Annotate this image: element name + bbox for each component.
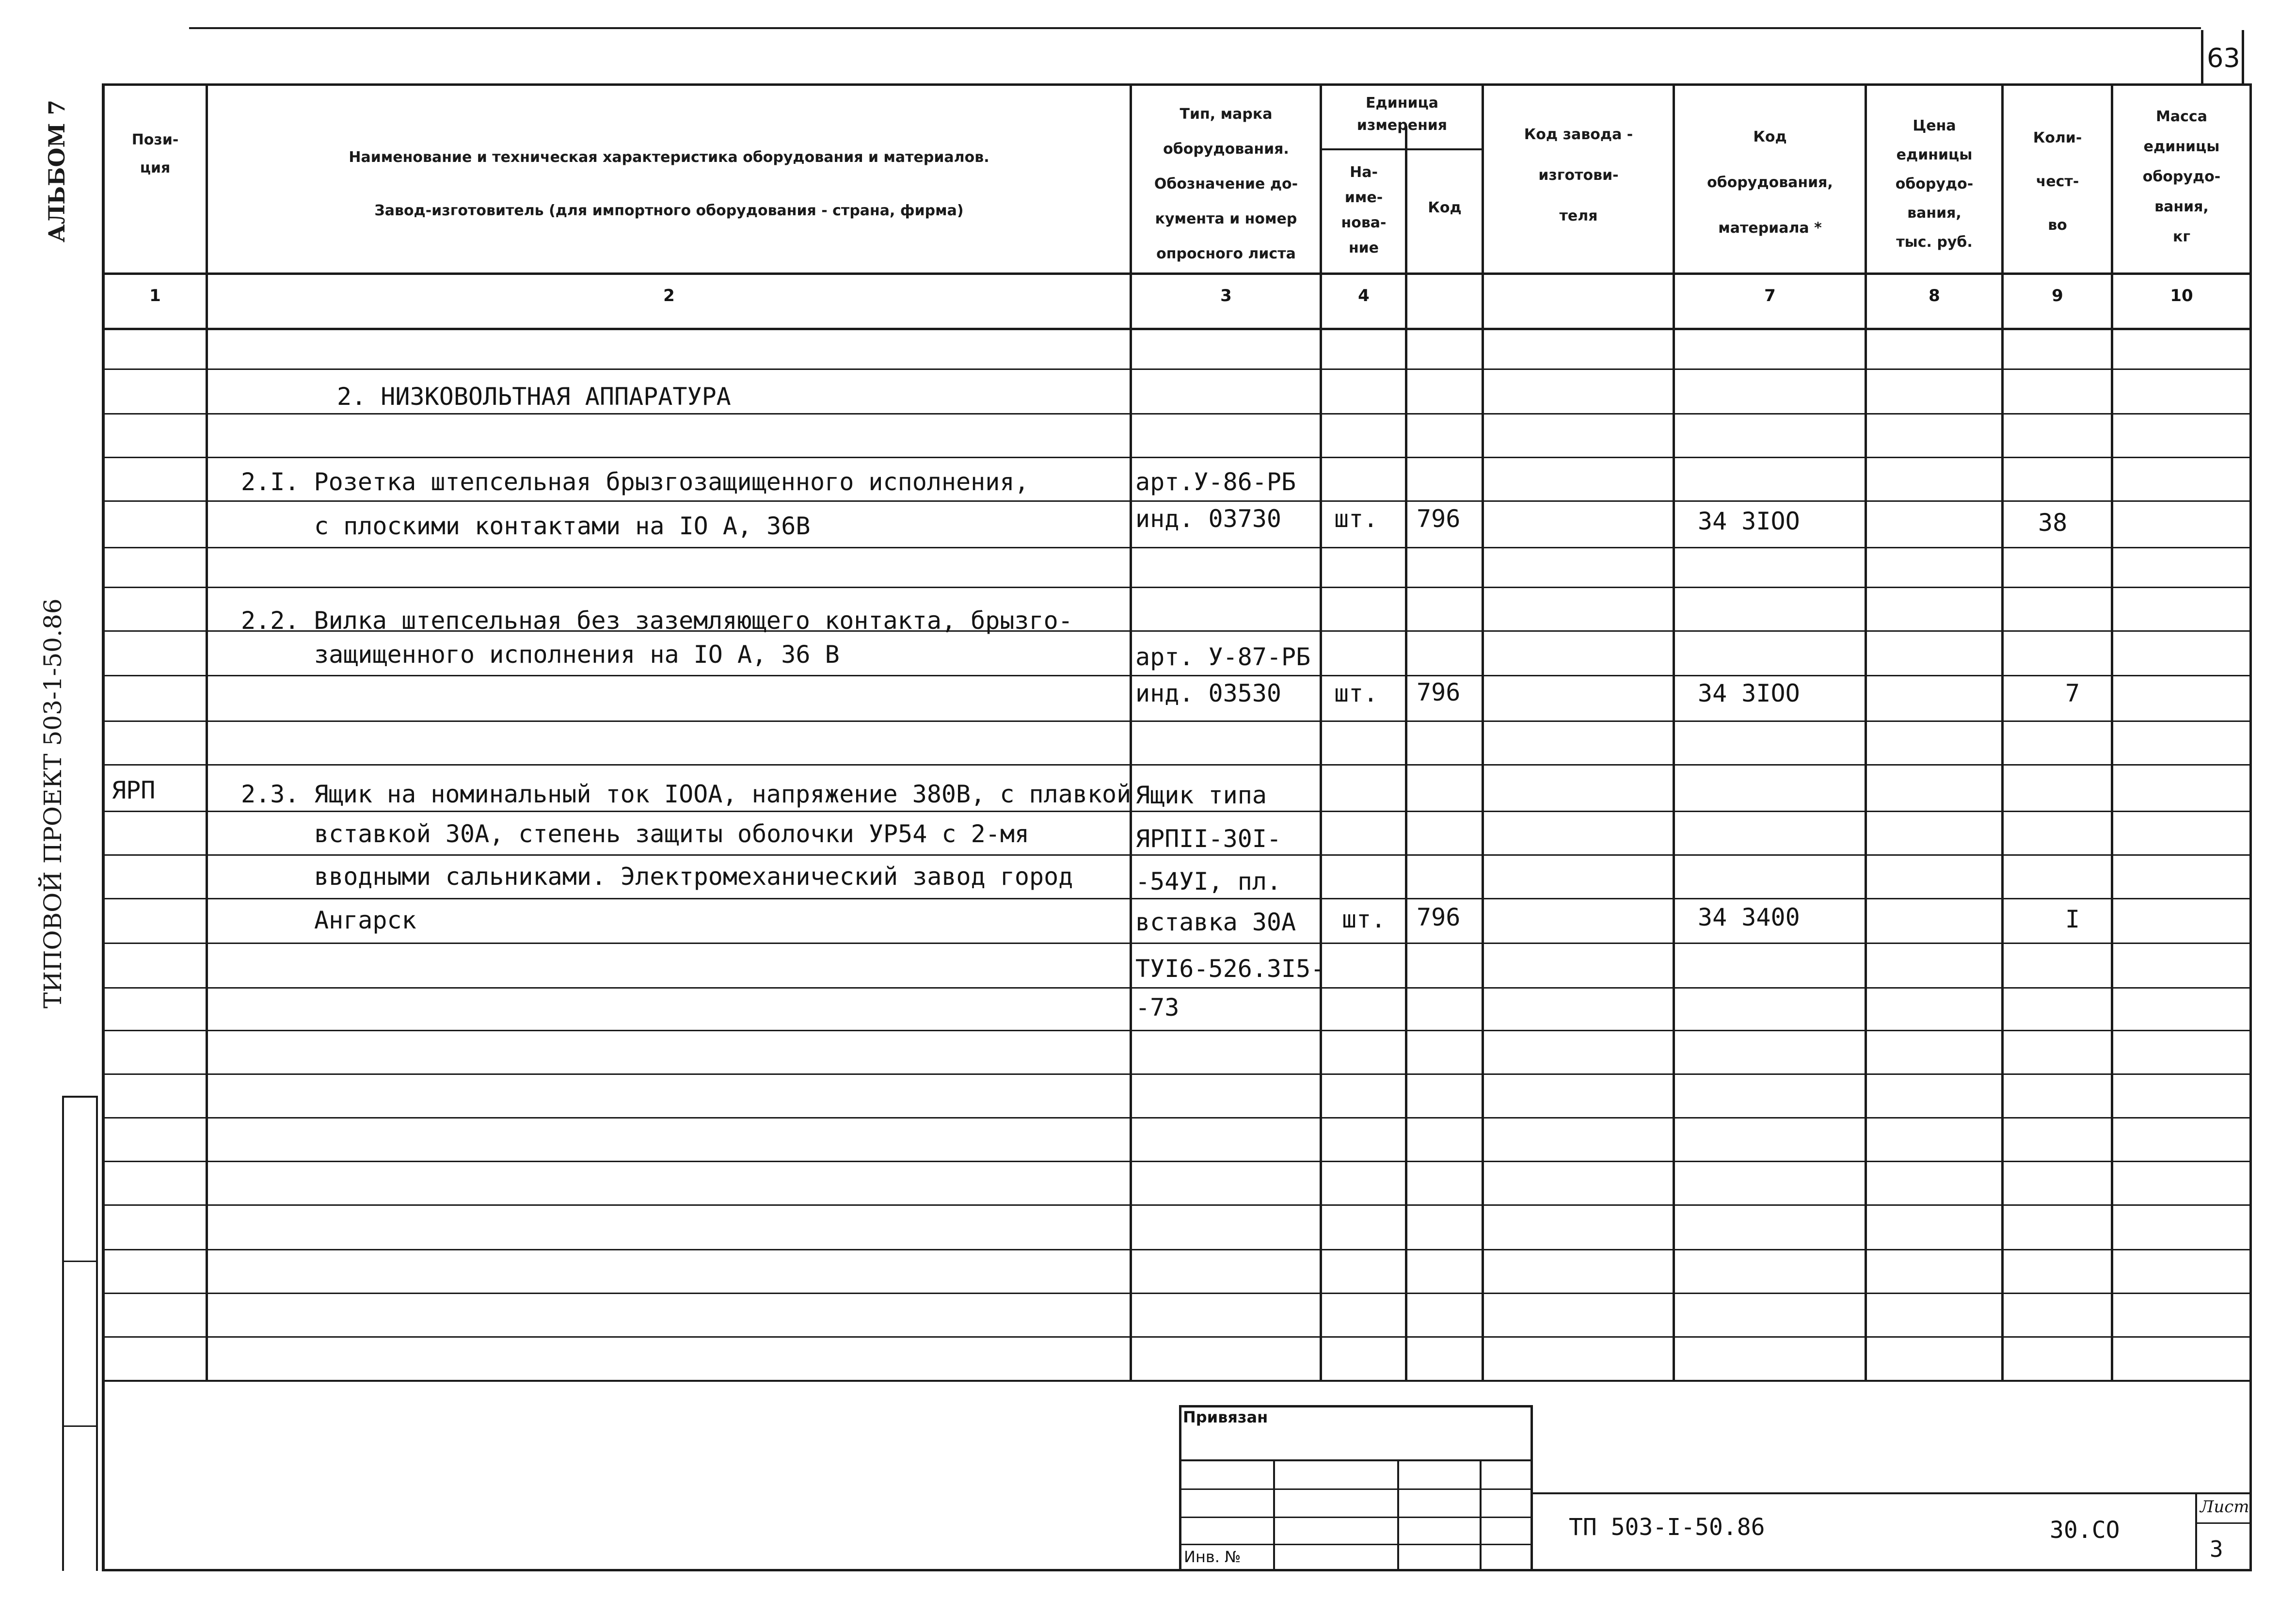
col-number-1: 1 <box>149 286 161 305</box>
item-2-3-name-line1: 2.3. Ящик на номинальный ток IOOA, напряжение 380B, с плавкой <box>241 780 1132 808</box>
col-line-7 <box>1865 83 1867 1381</box>
sheet-code: 30.CO <box>2050 1517 2120 1544</box>
row-line <box>102 1336 2252 1338</box>
frame-top-line <box>102 83 2249 86</box>
col-line-3 <box>1320 83 1322 1381</box>
col-line-4 <box>1405 126 1407 1381</box>
item-2-3-type-line1: Ящик типа <box>1135 781 1267 809</box>
row-line <box>102 764 2252 766</box>
row-line <box>102 720 2252 722</box>
header-type: Тип, марка оборудования. Обозначение до- кумента и номер опросного листа <box>1154 106 1298 262</box>
row-line <box>102 898 2252 899</box>
project-label: ТИПОВОЙ ПРОЕКТ 503-1-50.86 <box>39 598 67 1008</box>
sheet-number: 3 <box>2210 1536 2223 1562</box>
item-2-2-quantity: 7 <box>2065 679 2080 707</box>
item-2-2-type-line2: инд. 03530 <box>1135 679 1282 707</box>
item-2-1-quantity: 38 <box>2038 509 2068 537</box>
col-number-9: 9 <box>2052 286 2063 305</box>
col-number-7: 7 <box>1764 286 1776 305</box>
page-number-box-right <box>2242 30 2244 85</box>
row-line <box>102 547 2252 548</box>
binding-strip-right <box>96 1096 98 1571</box>
document-code: ТП 503-I-50.86 <box>1569 1514 1765 1541</box>
row-line <box>102 587 2252 588</box>
header-equipment-code: Код оборудования, материала * <box>1707 128 1833 237</box>
item-2-1-type-line1: арт.У-86-РБ <box>1135 468 1296 496</box>
row-line <box>102 1161 2252 1162</box>
item-2-2-name-line2: защищенного исполнения на IO A, 36 B <box>314 640 840 669</box>
item-2-3-equipment-code: 34 3400 <box>1698 903 1800 931</box>
header-name: Наименование и техническая характеристика оборудования и материалов. Завод-изготовитель (для импортного оборудования - страна, фирма) <box>349 149 989 219</box>
item-2-1-unit-code: 796 <box>1417 505 1461 533</box>
col-number-10: 10 <box>2170 286 2193 305</box>
header-unit-group: Единица измерения <box>1356 95 1448 134</box>
frame-bottom <box>102 1569 2252 1571</box>
item-2-2-unit: шт. <box>1334 679 1378 707</box>
col-number-4: 4 <box>1358 286 1370 305</box>
row-line <box>102 1117 2252 1119</box>
top-rule <box>189 27 2201 29</box>
item-2-3-quantity: I <box>2065 905 2080 933</box>
row-line <box>102 1204 2252 1206</box>
item-2-1-type-line2: инд. 03730 <box>1135 505 1282 533</box>
row-line <box>102 675 2252 676</box>
table-bottom-line <box>102 1380 2252 1382</box>
col-line-8 <box>2001 83 2004 1381</box>
sheet-box-left <box>2195 1492 2197 1570</box>
sheet-box-divider <box>2195 1522 2252 1524</box>
item-2-1-name-line1: 2.I. Розетка штепсельная брызгозащищенного исполнения, <box>241 468 1029 496</box>
section-title: 2. НИЗКОВОЛЬТНАЯ АППАРАТУРА <box>337 383 731 411</box>
item-2-1-equipment-code: 34 3IOO <box>1698 507 1800 535</box>
col-line-9 <box>2111 83 2113 1381</box>
row-line <box>102 1073 2252 1075</box>
stamp-vline <box>1273 1459 1275 1569</box>
header-position: Пози- ция <box>131 131 179 176</box>
binding-strip-div2 <box>62 1425 98 1427</box>
row-line <box>102 413 2252 415</box>
row-line <box>102 811 2252 812</box>
row-line <box>102 987 2252 989</box>
unit-group-line <box>1320 148 1482 150</box>
item-2-3-name-line3: вводными сальниками. Электромеханический завод город <box>314 863 1073 891</box>
item-2-2-name-line1: 2.2. Вилка штепсельная без заземляющего контакта, брызго- <box>241 607 1073 635</box>
row-line <box>102 1249 2252 1250</box>
header-mass: Масса единицы оборудо- вания, кг <box>2142 108 2221 245</box>
row-line <box>102 854 2252 856</box>
col-line-2 <box>1130 83 1132 1381</box>
item-2-3-type-line4: вставка 30A <box>1135 908 1296 936</box>
stamp-vline <box>1397 1459 1399 1569</box>
item-2-3-type-line3: -54УI, пл. <box>1135 867 1282 895</box>
header-bottom-line <box>102 272 2252 275</box>
item-2-3-name-line2: вставкой 30A, степень защиты оболочки УР54 с 2-мя <box>314 820 1030 848</box>
col-line-1 <box>206 83 208 1381</box>
col-number-2: 2 <box>663 286 675 305</box>
frame-right <box>2249 83 2252 1571</box>
item-2-2-equipment-code: 34 3IOO <box>1698 679 1800 707</box>
header-factory-code: Код завода - изготови- теля <box>1524 126 1633 224</box>
album-label: АЛЬБОМ 7 <box>44 99 70 242</box>
header-unit-name: На- име- нова- ние <box>1341 164 1387 256</box>
col-line-6 <box>1673 83 1675 1381</box>
header-quantity: Коли- чест- во <box>2033 129 2082 234</box>
item-2-3-type-line5: ТУI6-526.3I5- <box>1135 955 1325 983</box>
row-line <box>102 1030 2252 1031</box>
item-2-3-name-line4: Ангарск <box>314 906 416 934</box>
item-2-3-unit: шт. <box>1342 905 1386 933</box>
item-2-3-position: ЯРП <box>112 776 156 804</box>
header-unit-code: Код <box>1428 199 1462 216</box>
sheet-label: Лист <box>2200 1497 2249 1517</box>
item-2-3-type-line6: -73 <box>1135 993 1180 1022</box>
item-2-2-unit-code: 796 <box>1417 678 1461 706</box>
binding-strip-div1 <box>62 1261 98 1262</box>
item-2-1-name-line2: с плоскими контактами на IO A, 36B <box>314 512 811 540</box>
row-line <box>102 500 2252 502</box>
header-price: Цена единицы оборудо- вания, тыс. руб. <box>1895 117 1974 251</box>
item-2-3-type-line2: ЯРПII-30I- <box>1135 825 1282 853</box>
row-line <box>102 943 2252 944</box>
binding-strip-top <box>62 1096 98 1098</box>
col-line-5 <box>1482 83 1484 1381</box>
item-2-3-unit-code: 796 <box>1417 903 1461 931</box>
stamp-vline <box>1480 1459 1482 1569</box>
page-number: 63 <box>2207 43 2240 73</box>
page-number-box-left <box>2201 30 2203 85</box>
title-block-top <box>1532 1492 2252 1494</box>
col-number-3: 3 <box>1220 286 1232 305</box>
item-2-1-unit: шт. <box>1334 505 1378 533</box>
item-2-2-type-line1: арт. У-87-РБ <box>1135 643 1311 671</box>
binding-strip-left <box>62 1096 64 1571</box>
row-line <box>102 457 2252 458</box>
row-line <box>102 1293 2252 1294</box>
inv-number-label: Инв. № <box>1184 1548 1241 1566</box>
col-number-8: 8 <box>1929 286 1940 305</box>
numbers-row-bottom <box>102 328 2252 330</box>
row-line <box>102 368 2252 370</box>
privyazan-label: Привязан <box>1183 1408 1268 1426</box>
